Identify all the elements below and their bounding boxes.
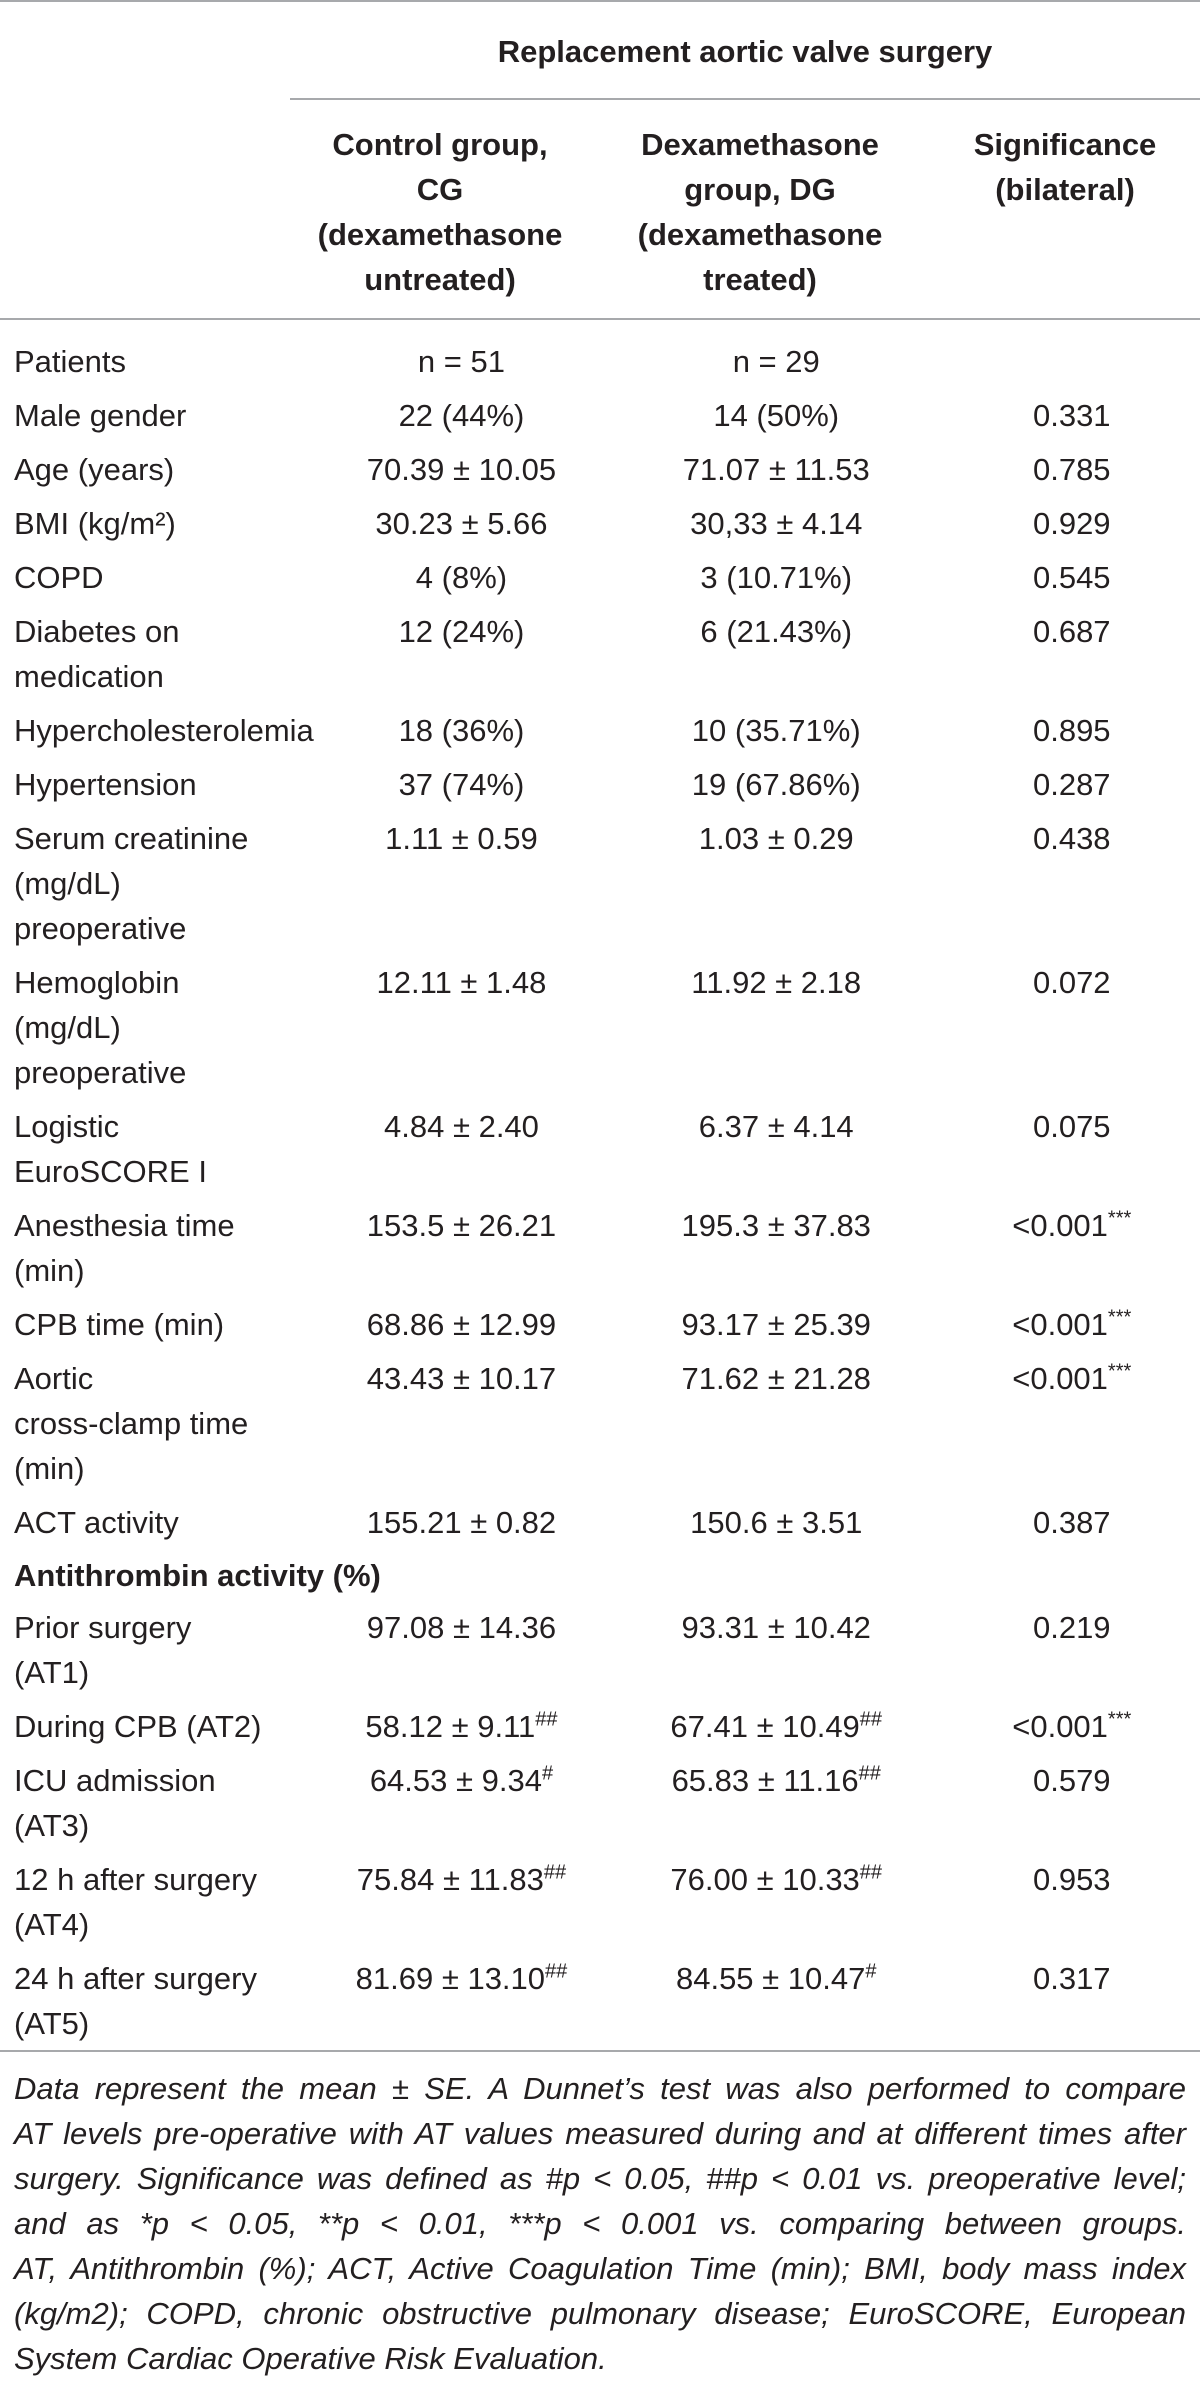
row-label-line: (AT5): [14, 2006, 90, 2041]
significance-value: [944, 1600, 1200, 1699]
dexamethasone-value-superscript: ##: [859, 1861, 883, 1884]
control-value-superscript: ##: [535, 1708, 558, 1731]
significance-value: [944, 1852, 1200, 1951]
col-header-dexamethasone: [590, 122, 930, 302]
control-value: [314, 1198, 609, 1297]
data-table: [0, 334, 1200, 2050]
control-value: [314, 1297, 609, 1351]
table-row: [0, 1198, 1200, 1297]
dexamethasone-value: [609, 955, 944, 1099]
row-label-line: Age (years): [14, 452, 175, 487]
dexamethasone-value: [609, 388, 944, 442]
dexamethasone-value: [609, 496, 944, 550]
significance-value-text: 0.579: [1032, 1763, 1111, 1798]
dexamethasone-value: [609, 334, 944, 388]
header-rule: [0, 318, 1200, 320]
significance-value-superscript: ***: [1107, 1708, 1132, 1731]
footnote-line: surgery. Significance was defined as #p < 0.05, ##p < 0.01 vs. preoperative level;: [14, 2161, 1186, 2196]
control-value-text: 4 (8%): [415, 560, 508, 595]
significance-value-text: 0.331: [1032, 398, 1111, 433]
significance-value: [944, 1753, 1200, 1852]
control-value-text: 97.08 ± 14.36: [366, 1610, 557, 1645]
dexamethasone-value-text: 14 (50%): [713, 398, 840, 433]
row-label-line: 24 h after surgery: [14, 1961, 257, 1996]
significance-value: [944, 1699, 1200, 1753]
table-row: [0, 1297, 1200, 1351]
significance-value-text: <0.001: [1012, 1709, 1108, 1744]
significance-value-text: 0.387: [1032, 1505, 1111, 1540]
control-value: [314, 1852, 609, 1951]
col-header-control: [290, 122, 590, 302]
col-header-line: Control group,: [332, 127, 548, 162]
dexamethasone-value-text: 67.41 ± 10.49: [670, 1709, 860, 1744]
footnote-line: and as *p < 0.05, **p < 0.01, ***p < 0.001 vs. comparing between groups.: [14, 2206, 1186, 2241]
control-value: [314, 496, 609, 550]
significance-value: [944, 1198, 1200, 1297]
row-label-line: (AT3): [14, 1808, 90, 1843]
row-label: [0, 496, 314, 550]
group-rule: [290, 98, 1200, 100]
top-rule: [0, 0, 1200, 2]
significance-value-text: 0.072: [1032, 965, 1111, 1000]
dexamethasone-value-text: 93.31 ± 10.42: [681, 1610, 871, 1645]
row-label: [0, 757, 314, 811]
control-value: [314, 442, 609, 496]
row-label-line: BMI (kg/m²): [14, 506, 176, 541]
control-value: [314, 1351, 609, 1495]
footnote-line: (kg/m2); COPD, chronic obstructive pulmonary disease; EuroSCORE, European: [14, 2296, 1186, 2331]
section-label: Antithrombin activity (%): [14, 1558, 381, 1593]
dexamethasone-value-text: 71.62 ± 21.28: [681, 1361, 871, 1396]
row-label-line: (AT4): [14, 1907, 90, 1942]
dexamethasone-value-text: 11.92 ± 2.18: [691, 965, 862, 1000]
row-label-line: (min): [14, 1253, 85, 1288]
dexamethasone-value-text: n = 29: [732, 344, 820, 379]
row-label: [0, 1099, 314, 1198]
significance-value: [944, 334, 1200, 388]
table-row: [0, 1852, 1200, 1951]
control-value-text: 4.84 ± 2.40: [384, 1109, 539, 1144]
significance-value-text: <0.001: [1012, 1208, 1108, 1243]
dexamethasone-value: [609, 703, 944, 757]
dexamethasone-value-text: 93.17 ± 25.39: [681, 1307, 871, 1342]
table-row: [0, 811, 1200, 955]
footnote: [14, 2066, 1186, 2381]
dexamethasone-value: [609, 1297, 944, 1351]
row-label-line: Hemoglobin: [14, 965, 180, 1000]
dexamethasone-value-text: 195.3 ± 37.83: [681, 1208, 871, 1243]
row-label-line: (mg/dL): [14, 1010, 121, 1045]
table-row: [0, 1351, 1200, 1495]
table-row: [0, 1753, 1200, 1852]
table-row: [0, 1495, 1200, 1549]
significance-value-text: 0.953: [1032, 1862, 1111, 1897]
dexamethasone-value-text: 150.6 ± 3.51: [690, 1505, 863, 1540]
significance-value-text: 0.075: [1032, 1109, 1111, 1144]
significance-value-text: 0.317: [1032, 1961, 1111, 1996]
col-header-line: untreated): [364, 262, 516, 297]
control-value-text: 43.43 ± 10.17: [366, 1361, 557, 1396]
table-row: [0, 550, 1200, 604]
control-value-superscript: ##: [545, 1960, 568, 1983]
significance-value: [944, 1099, 1200, 1198]
control-value: [314, 604, 609, 703]
section-row: [0, 1549, 1200, 1600]
control-value-text: 22 (44%): [398, 398, 525, 433]
dexamethasone-value: [609, 442, 944, 496]
significance-value: [944, 604, 1200, 703]
table-row: [0, 1951, 1200, 2050]
table-row: [0, 496, 1200, 550]
control-value-superscript: ##: [543, 1861, 567, 1884]
table-row: [0, 1600, 1200, 1699]
row-label-line: preoperative: [14, 1055, 187, 1090]
table-row: [0, 703, 1200, 757]
significance-value: [944, 388, 1200, 442]
dexamethasone-value-superscript: ##: [859, 1708, 883, 1731]
table-row: [0, 1099, 1200, 1198]
row-label-line: Serum creatinine: [14, 821, 249, 856]
control-value: [314, 703, 609, 757]
dexamethasone-value-text: 10 (35.71%): [691, 713, 861, 748]
row-label: [0, 1951, 314, 2050]
control-value-text: 12.11 ± 1.48: [376, 965, 547, 1000]
dexamethasone-value-superscript: #: [865, 1960, 877, 1983]
col-header-line: Dexamethasone: [641, 127, 879, 162]
row-label-line: preoperative: [14, 911, 187, 946]
control-value: [314, 550, 609, 604]
control-value-superscript: #: [541, 1762, 554, 1785]
col-header-line: treated): [703, 262, 817, 297]
row-label-line: Hypertension: [14, 767, 197, 802]
significance-value-text: 0.219: [1032, 1610, 1111, 1645]
significance-value-text: 0.287: [1032, 767, 1111, 802]
significance-value: [944, 1495, 1200, 1549]
significance-value: [944, 703, 1200, 757]
row-label-line: ACT activity: [14, 1505, 179, 1540]
footnote-line: AT, Antithrombin (%); ACT, Active Coagulation Time (min); BMI, body mass index: [14, 2251, 1186, 2286]
dexamethasone-value-text: 30,33 ± 4.14: [690, 506, 863, 541]
row-label: [0, 703, 314, 757]
control-value: [314, 955, 609, 1099]
row-label-line: ICU admission: [14, 1763, 216, 1798]
significance-value-text: <0.001: [1012, 1361, 1108, 1396]
table-row: [0, 604, 1200, 703]
col-header-line: (dexamethasone: [317, 217, 563, 252]
control-value-text: 153.5 ± 26.21: [366, 1208, 557, 1243]
significance-value: [944, 550, 1200, 604]
control-value: [314, 1099, 609, 1198]
row-label: [0, 811, 314, 955]
row-label: [0, 1495, 314, 1549]
row-label: [0, 955, 314, 1099]
control-value-text: 75.84 ± 11.83: [356, 1862, 544, 1897]
dexamethasone-value: [609, 1753, 944, 1852]
row-label-line: During CPB (AT2): [14, 1709, 262, 1744]
significance-value: [944, 811, 1200, 955]
row-label-line: (mg/dL): [14, 866, 121, 901]
dexamethasone-value: [609, 1099, 944, 1198]
table-row: [0, 388, 1200, 442]
dexamethasone-value: [609, 1495, 944, 1549]
table-row: [0, 955, 1200, 1099]
significance-value-text: <0.001: [1012, 1307, 1108, 1342]
table-row: [0, 1699, 1200, 1753]
row-label-line: Logistic: [14, 1109, 120, 1144]
dexamethasone-value: [609, 1699, 944, 1753]
dexamethasone-value-text: 76.00 ± 10.33: [670, 1862, 860, 1897]
footnote-line: Data represent the mean ± SE. A Dunnet’s test was also performed to compare: [14, 2071, 1186, 2106]
footnote-line: System Cardiac Operative Risk Evaluation.: [14, 2341, 607, 2376]
significance-value: [944, 442, 1200, 496]
control-value: [314, 1600, 609, 1699]
control-value: [314, 1951, 609, 2050]
dexamethasone-value-text: 65.83 ± 11.16: [671, 1763, 859, 1798]
control-value: [314, 757, 609, 811]
dexamethasone-value: [609, 604, 944, 703]
row-label-line: medication: [14, 659, 164, 694]
row-label-line: Anesthesia time: [14, 1208, 235, 1243]
dexamethasone-value: [609, 550, 944, 604]
significance-value-text: 0.687: [1032, 614, 1111, 649]
dexamethasone-value-text: 84.55 ± 10.47: [675, 1961, 866, 1996]
dexamethasone-value: [609, 757, 944, 811]
row-label: [0, 1600, 314, 1699]
significance-value: [944, 1297, 1200, 1351]
significance-value: [944, 1951, 1200, 2050]
control-value-text: 30.23 ± 5.66: [375, 506, 548, 541]
control-value-text: 58.12 ± 9.11: [365, 1709, 536, 1744]
control-value-text: 155.21 ± 0.82: [366, 1505, 557, 1540]
control-value: [314, 334, 609, 388]
significance-value-text: 0.929: [1032, 506, 1111, 541]
col-header-line: (bilateral): [995, 172, 1135, 207]
control-value: [314, 1699, 609, 1753]
control-value: [314, 1495, 609, 1549]
dexamethasone-value: [609, 811, 944, 955]
bottom-rule: [0, 2050, 1200, 2052]
significance-value: [944, 955, 1200, 1099]
dexamethasone-value-superscript: ##: [858, 1762, 881, 1785]
control-value: [314, 388, 609, 442]
dexamethasone-value-text: 71.07 ± 11.53: [682, 452, 870, 487]
significance-value-text: 0.895: [1032, 713, 1111, 748]
dexamethasone-value-text: 6.37 ± 4.14: [698, 1109, 854, 1144]
col-header-line: group, DG: [684, 172, 836, 207]
significance-value-superscript: ***: [1107, 1207, 1132, 1230]
control-value: [314, 1753, 609, 1852]
control-value-text: 18 (36%): [398, 713, 525, 748]
row-label-line: Diabetes on: [14, 614, 180, 649]
dexamethasone-value: [609, 1351, 944, 1495]
control-value-text: 37 (74%): [398, 767, 525, 802]
dexamethasone-value: [609, 1951, 944, 2050]
row-label: [0, 334, 314, 388]
row-label-line: 12 h after surgery: [14, 1862, 257, 1897]
dexamethasone-value: [609, 1600, 944, 1699]
significance-value-superscript: ***: [1107, 1360, 1132, 1383]
row-label-line: Hypercholesterolemia: [14, 713, 314, 748]
significance-value-text: 0.545: [1032, 560, 1111, 595]
col-header-line: Significance: [973, 127, 1157, 162]
row-label: [0, 1852, 314, 1951]
row-label-line: Aortic: [14, 1361, 94, 1396]
row-label-line: Male gender: [14, 398, 187, 433]
control-value-text: 64.53 ± 9.34: [369, 1763, 542, 1798]
control-value-text: 12 (24%): [398, 614, 525, 649]
footnote-line: AT levels pre-operative with AT values measured during and at different times after: [14, 2116, 1186, 2151]
row-label-line: EuroSCORE I: [14, 1154, 207, 1189]
table-row: [0, 442, 1200, 496]
row-label-line: CPB time (min): [14, 1307, 225, 1342]
control-value-text: 81.69 ± 13.10: [355, 1961, 546, 1996]
row-label: [0, 550, 314, 604]
dexamethasone-value-text: 3 (10.71%): [700, 560, 853, 595]
row-label: [0, 1297, 314, 1351]
dexamethasone-value: [609, 1198, 944, 1297]
row-label: [0, 1753, 314, 1852]
significance-value-superscript: ***: [1107, 1306, 1132, 1329]
row-label-line: Prior surgery: [14, 1610, 192, 1645]
significance-value-text: 0.438: [1032, 821, 1111, 856]
col-header-line: (dexamethasone: [637, 217, 883, 252]
row-label: [0, 388, 314, 442]
row-label-line: cross-clamp time: [14, 1406, 249, 1441]
row-label-line: (min): [14, 1451, 85, 1486]
col-header-significance: [930, 122, 1200, 212]
row-label: [0, 1198, 314, 1297]
significance-value: [944, 496, 1200, 550]
table-row: [0, 757, 1200, 811]
row-label: [0, 1699, 314, 1753]
row-label-line: Patients: [14, 344, 127, 379]
row-label-line: (AT1): [14, 1655, 90, 1690]
group-header: Replacement aortic valve surgery: [497, 34, 993, 69]
control-value-text: 68.86 ± 12.99: [366, 1307, 557, 1342]
dexamethasone-value-text: 19 (67.86%): [691, 767, 861, 802]
row-label-line: COPD: [14, 560, 104, 595]
dexamethasone-value: [609, 1852, 944, 1951]
row-label: [0, 604, 314, 703]
significance-value: [944, 757, 1200, 811]
col-header-line: CG: [416, 172, 464, 207]
dexamethasone-value-text: 1.03 ± 0.29: [698, 821, 854, 856]
control-value-text: n = 51: [417, 344, 505, 379]
row-label: [0, 1351, 314, 1495]
control-value: [314, 811, 609, 955]
control-value-text: 1.11 ± 0.59: [385, 821, 538, 856]
control-value-text: 70.39 ± 10.05: [366, 452, 557, 487]
significance-value: [944, 1351, 1200, 1495]
table-row: [0, 334, 1200, 388]
dexamethasone-value-text: 6 (21.43%): [700, 614, 853, 649]
significance-value-text: 0.785: [1032, 452, 1111, 487]
row-label: [0, 442, 314, 496]
